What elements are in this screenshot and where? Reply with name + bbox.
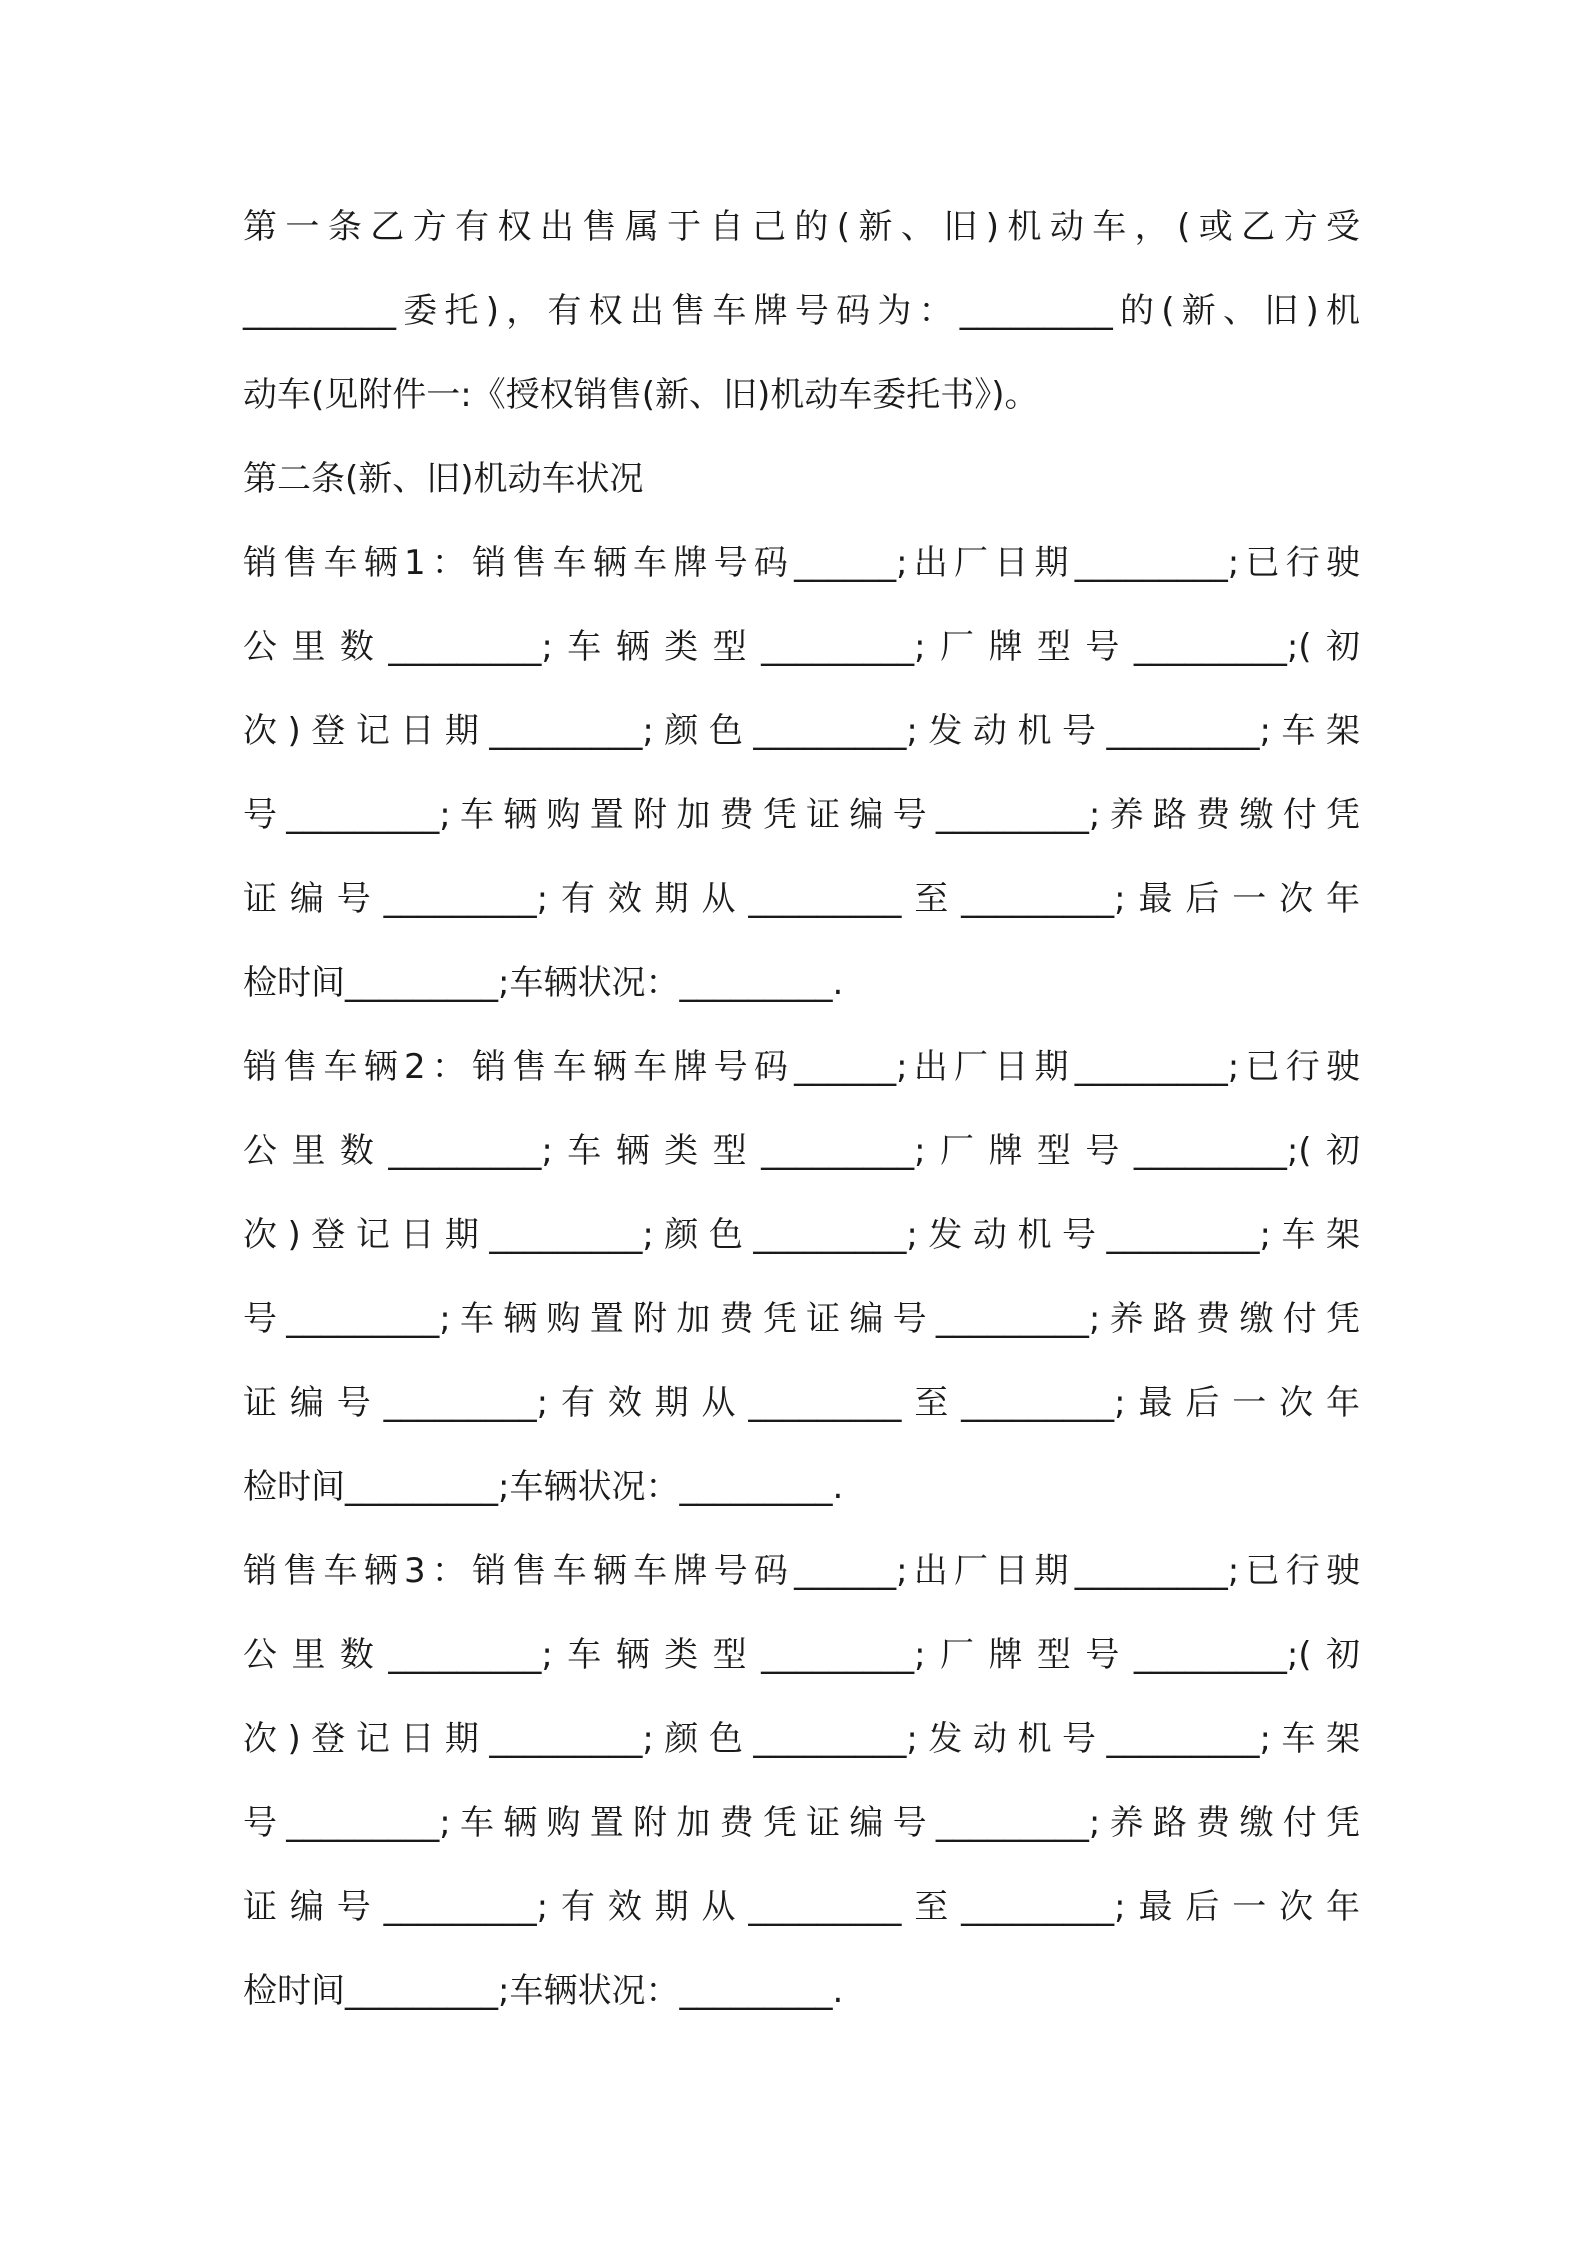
vehicle1-line: 证编号_________;有效期从_________至_________;最后一次年 [243,879,1360,919]
vehicle2-line: 次)登记日期_________;颜色_________;发动机号_________;车架 [243,1215,1360,1255]
vehicle2-line: 检时间_________;车辆状况：_________. [243,1467,844,1507]
article2-title: 第二条(新、旧)机动车状况 [243,459,644,499]
vehicle1-line: 销售车辆1：销售车辆车牌号码______;出厂日期_________;已行驶 [243,543,1360,583]
article1-line: 动车(见附件一:《授权销售(新、旧)机动车委托书》)。 [243,375,1039,415]
vehicle3-line: 公里数_________;车辆类型_________;厂牌型号_________;(初 [243,1635,1360,1675]
article1-line: 第一条乙方有权出售属于自己的(新、旧)机动车，(或乙方受 [243,207,1360,247]
vehicle2-line: 公里数_________;车辆类型_________;厂牌型号_________;(初 [243,1131,1360,1171]
vehicle2-line: 号_________;车辆购置附加费凭证编号_________;养路费缴付凭 [243,1299,1360,1339]
vehicle3-line: 证编号_________;有效期从_________至_________;最后一次年 [243,1887,1360,1927]
vehicle2-line: 证编号_________;有效期从_________至_________;最后一次年 [243,1383,1360,1423]
vehicle1-line: 检时间_________;车辆状况：_________. [243,963,844,1003]
vehicle2-line: 销售车辆2：销售车辆车牌号码______;出厂日期_________;已行驶 [243,1047,1360,1087]
vehicle3-line: 检时间_________;车辆状况：_________. [243,1971,844,2011]
vehicle1-line: 公里数_________;车辆类型_________;厂牌型号_________;(初 [243,627,1360,667]
contract-body [243,185,1360,2033]
vehicle3-line: 销售车辆3：销售车辆车牌号码______;出厂日期_________;已行驶 [243,1551,1360,1591]
article1-line: _________委托)，有权出售车牌号码为：_________的(新、旧)机 [243,291,1360,331]
vehicle3-line: 号_________;车辆购置附加费凭证编号_________;养路费缴付凭 [243,1803,1360,1843]
vehicle1-line: 号_________;车辆购置附加费凭证编号_________;养路费缴付凭 [243,795,1360,835]
vehicle1-line: 次)登记日期_________;颜色_________;发动机号_________;车架 [243,711,1360,751]
vehicle3-line: 次)登记日期_________;颜色_________;发动机号_________;车架 [243,1719,1360,1759]
